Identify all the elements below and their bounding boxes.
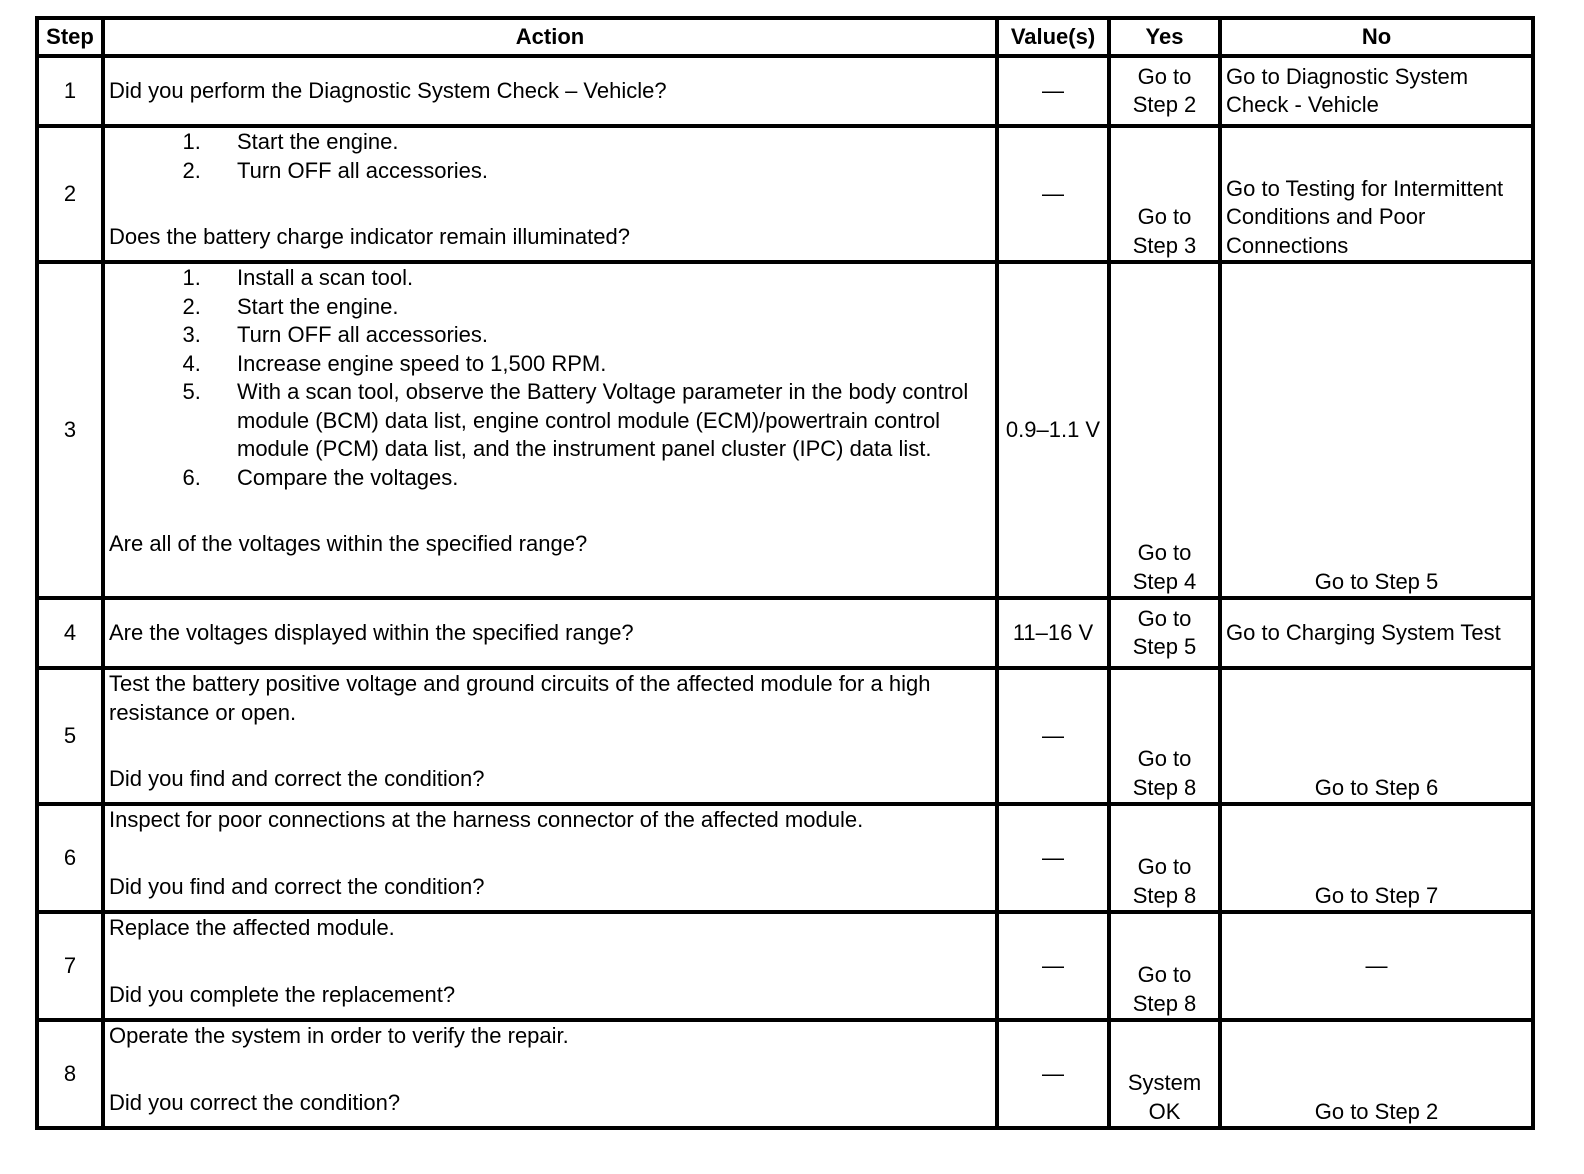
header-step: Step <box>37 18 103 56</box>
step-number: 5 <box>37 668 103 804</box>
table-row <box>37 262 1533 598</box>
action-step-item: 1. Install a scan tool. <box>207 264 991 293</box>
action-step-item: 2. Turn OFF all accessories. <box>207 157 991 186</box>
action-question: Are the voltages displayed within the specified range? <box>109 619 634 645</box>
diagnostic-table <box>35 16 1535 1130</box>
value-cell: — <box>997 804 1109 912</box>
step-number: 6 <box>37 804 103 912</box>
table-row <box>37 1020 1533 1128</box>
value-cell: — <box>997 56 1109 126</box>
no-cell: Go to Step 2 <box>1220 1020 1533 1128</box>
action-steps <box>109 264 991 492</box>
yes-cell: Go to Step 2 <box>1109 56 1220 126</box>
yes-cell: Go to Step 8 <box>1109 668 1220 804</box>
value-cell: — <box>997 126 1109 262</box>
action-step-item: 4. Increase engine speed to 1,500 RPM. <box>207 350 991 379</box>
no-cell: Go to Step 6 <box>1220 668 1533 804</box>
no-cell: — <box>1220 912 1533 1020</box>
table-row <box>37 598 1533 668</box>
step-number: 7 <box>37 912 103 1020</box>
action-step-item: 1. Start the engine. <box>207 128 991 157</box>
value-cell: — <box>997 912 1109 1020</box>
action-cell <box>103 56 997 126</box>
action-question: Did you complete the replacement? <box>109 981 456 1007</box>
no-cell: Go to Charging System Test <box>1220 598 1533 668</box>
header-action: Action <box>103 18 997 56</box>
yes-cell: Go to Step 3 <box>1109 126 1220 262</box>
table-row <box>37 912 1533 1020</box>
action-intro: Replace the affected module. <box>109 915 395 940</box>
action-step-item: 6. Compare the voltages. <box>207 464 991 493</box>
action-step-item: 3. Turn OFF all accessories. <box>207 321 991 350</box>
action-cell <box>103 598 997 668</box>
action-question: Did you find and correct the condition? <box>109 766 485 791</box>
action-intro: Inspect for poor connections at the harness connector of the affected module. <box>109 807 864 832</box>
header-values: Value(s) <box>997 18 1109 56</box>
step-number: 1 <box>37 56 103 126</box>
action-step-item: 2. Start the engine. <box>207 293 991 322</box>
step-number: 3 <box>37 262 103 598</box>
step-number: 8 <box>37 1020 103 1128</box>
step-number: 2 <box>37 126 103 262</box>
action-question: Does the battery charge indicator remain illuminated? <box>109 224 630 249</box>
no-cell: Go to Step 7 <box>1220 804 1533 912</box>
action-question: Did you perform the Diagnostic System Check – Vehicle? <box>109 77 667 103</box>
value-cell: — <box>997 668 1109 804</box>
table-row <box>37 804 1533 912</box>
action-steps <box>109 128 991 185</box>
yes-cell: Go to Step 8 <box>1109 804 1220 912</box>
yes-cell: Go to Step 5 <box>1109 598 1220 668</box>
step-number: 4 <box>37 598 103 668</box>
action-question: Did you correct the condition? <box>109 1089 401 1115</box>
no-cell: Go to Testing for Intermittent Conditions and Poor Connections <box>1220 126 1533 262</box>
header-row <box>37 18 1533 56</box>
value-cell: — <box>997 1020 1109 1128</box>
table-row <box>37 668 1533 804</box>
action-cell <box>103 668 997 804</box>
table-row <box>37 126 1533 262</box>
action-question: Did you find and correct the condition? <box>109 873 485 899</box>
action-step-item: 5. With a scan tool, observe the Battery Voltage parameter in the body control module (BCM) data list, engine control module (ECM)/powertrain control module (PCM) data list, and the instrument panel cluster (IPC) data list. <box>207 378 991 464</box>
header-no: No <box>1220 18 1533 56</box>
header-yes: Yes <box>1109 18 1220 56</box>
value-cell: 0.9–1.1 V <box>997 262 1109 598</box>
action-intro: Test the battery positive voltage and ground circuits of the affected module for a high resistance or open. <box>109 671 931 725</box>
action-cell <box>103 804 997 912</box>
action-cell <box>103 912 997 1020</box>
action-cell <box>103 1020 997 1128</box>
action-cell <box>103 126 997 262</box>
action-question: Are all of the voltages within the specified range? <box>109 531 588 556</box>
yes-cell: Go to Step 4 <box>1109 262 1220 598</box>
action-cell <box>103 262 997 598</box>
action-intro: Operate the system in order to verify the repair. <box>109 1023 569 1048</box>
table-row <box>37 56 1533 126</box>
yes-cell: Go to Step 8 <box>1109 912 1220 1020</box>
yes-cell: System OK <box>1109 1020 1220 1128</box>
no-cell: Go to Diagnostic System Check - Vehicle <box>1220 56 1533 126</box>
no-cell: Go to Step 5 <box>1220 262 1533 598</box>
value-cell: 11–16 V <box>997 598 1109 668</box>
